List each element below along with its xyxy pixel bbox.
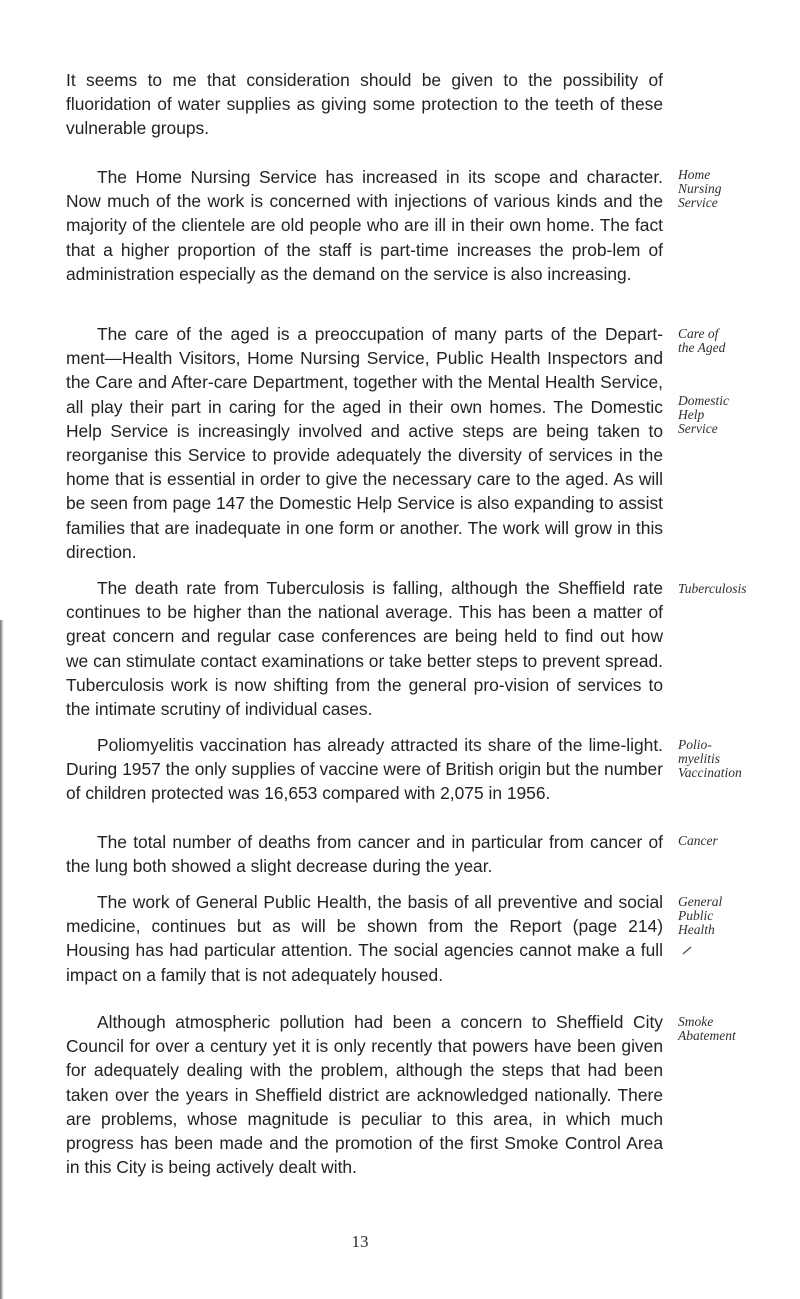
pencil-tick-mark xyxy=(682,945,692,955)
paragraph-text: The care of the aged is a preoccupation of many parts of the Depart-ment—Health Visitors, Home Nursing Service, Public Health Inspectors and the Care and After-care Department, together with the Mental Health Service, all play their part in caring for the aged in their own homes. The Domestic Help Service is increasingly involved and active steps are being taken to reorganise this Service to provide adequately the diversity of services in the home that is essential in order to give the necessary care to the aged. As will be seen from page 147 the Domestic Help Service is also expanding to assist families that are inadequate in one form or another. The work will grow in this direction. xyxy=(66,324,663,562)
margin-note-tuberculosis: Tuberculosis xyxy=(678,581,747,596)
paragraph-cancer xyxy=(66,830,663,878)
paragraph-care-of-aged xyxy=(66,322,663,564)
margin-note-poliomyelitis: Polio- myelitis Vaccination xyxy=(678,737,742,780)
margin-note-home-nursing: Home Nursing Service xyxy=(678,167,722,210)
paragraph-text: It seems to me that consideration should be given to the possibility of fluoridation of water supplies as giving some protection to the teeth of these vulnerable groups. xyxy=(66,70,663,139)
margin-note-cancer: Cancer xyxy=(678,833,718,848)
paragraph-text: The death rate from Tuberculosis is falling, although the Sheffield rate continues to be higher than the national average. This has been a matter of great concern and regular case conferences are being held to find out how we can stimulate contact examinations or take better steps to prevent spread. Tuberculosis work is now shifting from the general pro-vision of services to the intimate scrutiny of individual cases. xyxy=(66,578,663,720)
paragraph-text: The total number of deaths from cancer and in particular from cancer of the lung both showed a slight decrease during the year. xyxy=(66,832,663,877)
paragraph-text: The work of General Public Health, the basis of all preventive and social medicine, continues but as will be shown from the Report (page 214) Housing has had particular attention. The social agencies cannot make a full impact on a family that is not adequately housed. xyxy=(66,892,663,985)
paragraph-text: Although atmospheric pollution had been a concern to Sheffield City Council for over a century yet it is only recently that powers have been given for adequately dealing with the problem, although the steps that had been taken over the years in Sheffield district are acknowledged nationally. There are problems, whose magnitude is peculiar to this area, in which much progress has been made and the promotion of the first Smoke Control Area in this City is being actively dealt with. xyxy=(66,1012,663,1178)
binding-edge xyxy=(0,620,4,1299)
paragraph-fluoridation xyxy=(66,68,663,141)
paragraph-smoke-abatement xyxy=(66,1010,663,1179)
paragraph-text: Poliomyelitis vaccination has already attracted its share of the lime-light. During 1957 the only supplies of vaccine were of British origin but the number of children protected was 16,653 compared with 2,075 in 1956. xyxy=(66,735,663,804)
paragraph-poliomyelitis xyxy=(66,733,663,806)
paragraph-home-nursing xyxy=(66,165,663,286)
margin-note-general-public-health: General Public Health xyxy=(678,894,723,937)
margin-note-domestic-help: Domestic Help Service xyxy=(678,393,729,436)
page-number: 13 xyxy=(351,1232,369,1251)
margin-note-smoke-abatement: Smoke Abatement xyxy=(678,1014,736,1043)
paragraph-text: The Home Nursing Service has increased in its scope and character. Now much of the work is concerned with injections of various kinds and the majority of the clientele are old people who are ill in their own home. The fact that a higher proportion of the staff is part-time increases the prob-lem of administration especially as the demand on the service is also increasing. xyxy=(66,167,663,284)
paragraph-tuberculosis xyxy=(66,576,663,721)
paragraph-general-public-health xyxy=(66,890,663,987)
margin-note-care-of-aged: Care of the Aged xyxy=(678,326,726,355)
